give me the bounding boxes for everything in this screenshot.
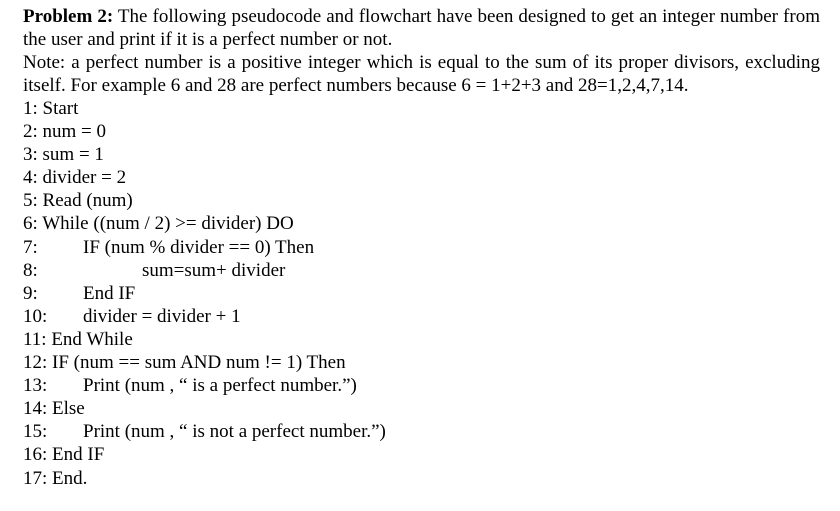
pseudocode-line-7 — [23, 236, 820, 259]
pseudocode-line-11 — [23, 328, 820, 351]
line-number: 16: — [23, 444, 48, 466]
line-number: 5: — [23, 190, 38, 212]
pseudocode-line-17 — [23, 467, 820, 490]
pseudocode-line-1 — [23, 97, 820, 120]
pseudocode-listing — [23, 97, 820, 490]
line-statement: End While — [46, 328, 133, 350]
pseudocode-line-8 — [23, 259, 820, 282]
pseudocode-line-4 — [23, 166, 820, 189]
problem-heading: Problem 2: — [23, 6, 114, 27]
line-number: 4: — [23, 167, 38, 189]
pseudocode-line-13 — [23, 374, 820, 397]
line-statement: divider = divider + 1 — [83, 305, 241, 327]
line-statement: sum=sum+ divider — [142, 259, 286, 281]
line-number: 1: — [23, 98, 38, 119]
line-statement: Start — [37, 98, 79, 119]
line-number: 7: — [23, 236, 38, 258]
pseudocode-line-2 — [23, 120, 820, 143]
line-number: 2: — [23, 121, 38, 143]
line-number: 12: — [23, 352, 48, 374]
pseudocode-line-5 — [23, 189, 820, 212]
pseudocode-line-3 — [23, 143, 820, 166]
line-statement: End IF — [47, 444, 105, 466]
line-statement: sum = 1 — [37, 144, 104, 166]
line-statement: divider = 2 — [37, 167, 127, 189]
pseudocode-line-9 — [23, 282, 820, 305]
pseudocode-line-10 — [23, 305, 820, 328]
line-number: 3: — [23, 144, 38, 166]
line-statement: Print (num , “ is a perfect number.”) — [83, 375, 357, 397]
pseudocode-line-6 — [23, 212, 820, 235]
problem-description: The following pseudocode and flowchart have been designed to get an integer number from the user and print if it is a perfect number or not. — [23, 6, 820, 50]
line-statement: IF (num == sum AND num != 1) Then — [47, 352, 346, 374]
pseudocode-line-15 — [23, 420, 820, 443]
line-number: 9: — [23, 282, 38, 304]
line-number: 6: — [23, 213, 38, 235]
line-number: 8: — [23, 259, 38, 281]
pseudocode-line-16 — [23, 443, 820, 466]
line-statement: Print (num , “ is not a perfect number.”) — [83, 421, 386, 443]
line-number: 17: — [23, 467, 48, 489]
line-statement: num = 0 — [37, 121, 107, 143]
line-statement: While ((num / 2) >= divider) DO — [37, 213, 294, 235]
problem-statement — [23, 5, 820, 51]
line-statement: Else — [47, 398, 85, 420]
line-number: 13: — [23, 375, 48, 397]
line-number: 10: — [23, 305, 48, 327]
line-number: 14: — [23, 398, 48, 420]
pseudocode-line-12 — [23, 351, 820, 374]
pseudocode-line-14 — [23, 397, 820, 420]
line-statement: End. — [47, 467, 88, 489]
line-statement: End IF — [83, 282, 136, 304]
line-statement: Read (num) — [37, 190, 133, 212]
line-number: 15: — [23, 421, 48, 443]
perfect-number-note: Note: a perfect number is a positive integer which is equal to the sum of its proper divisors, excluding itself. For example 6 and 28 are perfect numbers because 6 = 1+2+3 and 28=1,2,4,7,14. — [23, 52, 820, 96]
line-number: 11: — [23, 328, 47, 350]
line-statement: IF (num % divider == 0) Then — [83, 236, 315, 258]
